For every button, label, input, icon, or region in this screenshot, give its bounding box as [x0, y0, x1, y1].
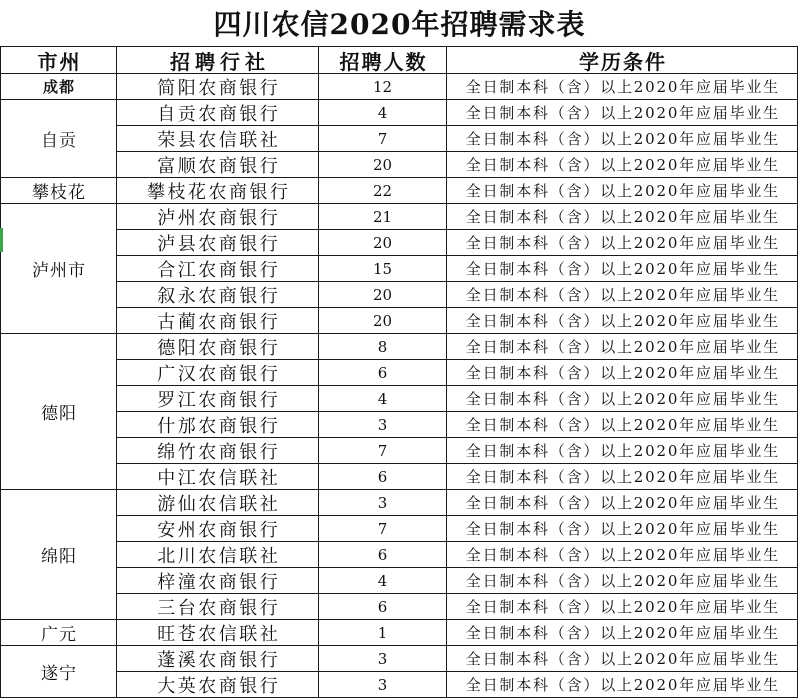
row-highlight-marker [0, 228, 3, 252]
requirement-cell: 全日制本科（含）以上2020年应届毕业生 [447, 620, 798, 646]
hires-cell: 3 [319, 646, 447, 672]
hires-cell: 6 [319, 360, 447, 386]
hires-cell: 1 [319, 620, 447, 646]
hires-cell: 21 [319, 204, 447, 230]
requirement-cell: 全日制本科（含）以上2020年应届毕业生 [447, 282, 798, 308]
branch-cell: 叙永农商银行 [117, 282, 319, 308]
hires-cell: 22 [319, 178, 447, 204]
hires-cell: 7 [319, 438, 447, 464]
requirement-cell: 全日制本科（含）以上2020年应届毕业生 [447, 308, 798, 334]
branch-cell: 三台农商银行 [117, 594, 319, 620]
hires-cell: 8 [319, 334, 447, 360]
header-branch: 招聘行社 [117, 47, 319, 74]
hires-cell: 7 [319, 516, 447, 542]
requirement-cell: 全日制本科（含）以上2020年应届毕业生 [447, 646, 798, 672]
city-cell: 成都 [1, 74, 117, 100]
hires-cell: 20 [319, 282, 447, 308]
requirement-cell: 全日制本科（含）以上2020年应届毕业生 [447, 334, 798, 360]
hires-cell: 6 [319, 594, 447, 620]
branch-cell: 富顺农商银行 [117, 152, 319, 178]
branch-cell: 广汉农商银行 [117, 360, 319, 386]
requirement-cell: 全日制本科（含）以上2020年应届毕业生 [447, 672, 798, 698]
hires-cell: 3 [319, 672, 447, 698]
page-title: 四川农信2020年招聘需求表 [213, 8, 586, 41]
requirement-cell: 全日制本科（含）以上2020年应届毕业生 [447, 256, 798, 282]
branch-cell: 大英农商银行 [117, 672, 319, 698]
requirement-cell: 全日制本科（含）以上2020年应届毕业生 [447, 100, 798, 126]
requirement-cell: 全日制本科（含）以上2020年应届毕业生 [447, 542, 798, 568]
header-city: 市州 [1, 47, 117, 74]
header-requirement: 学历条件 [447, 47, 798, 74]
hires-cell: 15 [319, 256, 447, 282]
hires-cell: 7 [319, 126, 447, 152]
requirement-cell: 全日制本科（含）以上2020年应届毕业生 [447, 464, 798, 490]
branch-cell: 荣县农信联社 [117, 126, 319, 152]
branch-cell: 什邡农商银行 [117, 412, 319, 438]
requirement-cell: 全日制本科（含）以上2020年应届毕业生 [447, 516, 798, 542]
requirement-cell: 全日制本科（含）以上2020年应届毕业生 [447, 412, 798, 438]
requirement-cell: 全日制本科（含）以上2020年应届毕业生 [447, 438, 798, 464]
branch-cell: 中江农信联社 [117, 464, 319, 490]
branch-cell: 泸县农商银行 [117, 230, 319, 256]
hires-cell: 20 [319, 230, 447, 256]
city-cell: 攀枝花 [1, 178, 117, 204]
hires-cell: 4 [319, 386, 447, 412]
hires-cell: 4 [319, 100, 447, 126]
branch-cell: 攀枝花农商银行 [117, 178, 319, 204]
branch-cell: 古蔺农商银行 [117, 308, 319, 334]
city-cell: 德阳 [1, 334, 117, 490]
branch-cell: 旺苍农信联社 [117, 620, 319, 646]
city-cell: 绵阳 [1, 490, 117, 620]
recruitment-table [0, 46, 798, 698]
hires-cell: 6 [319, 542, 447, 568]
branch-cell: 自贡农商银行 [117, 100, 319, 126]
requirement-cell: 全日制本科（含）以上2020年应届毕业生 [447, 230, 798, 256]
branch-cell: 蓬溪农商银行 [117, 646, 319, 672]
requirement-cell: 全日制本科（含）以上2020年应届毕业生 [447, 360, 798, 386]
branch-cell: 安州农商银行 [117, 516, 319, 542]
requirement-cell: 全日制本科（含）以上2020年应届毕业生 [447, 126, 798, 152]
hires-cell: 6 [319, 464, 447, 490]
requirement-cell: 全日制本科（含）以上2020年应届毕业生 [447, 568, 798, 594]
branch-cell: 简阳农商银行 [117, 74, 319, 100]
hires-cell: 20 [319, 308, 447, 334]
requirement-cell: 全日制本科（含）以上2020年应届毕业生 [447, 152, 798, 178]
requirement-cell: 全日制本科（含）以上2020年应届毕业生 [447, 178, 798, 204]
city-cell: 泸州市 [1, 204, 117, 334]
hires-cell: 3 [319, 490, 447, 516]
requirement-cell: 全日制本科（含）以上2020年应届毕业生 [447, 204, 798, 230]
requirement-cell: 全日制本科（含）以上2020年应届毕业生 [447, 386, 798, 412]
branch-cell: 泸州农商银行 [117, 204, 319, 230]
header-hires: 招聘人数 [319, 47, 447, 74]
branch-cell: 绵竹农商银行 [117, 438, 319, 464]
hires-cell: 20 [319, 152, 447, 178]
city-cell: 遂宁 [1, 646, 117, 698]
branch-cell: 罗江农商银行 [117, 386, 319, 412]
requirement-cell: 全日制本科（含）以上2020年应届毕业生 [447, 490, 798, 516]
requirement-cell: 全日制本科（含）以上2020年应届毕业生 [447, 594, 798, 620]
hires-cell: 3 [319, 412, 447, 438]
branch-cell: 梓潼农商银行 [117, 568, 319, 594]
requirement-cell: 全日制本科（含）以上2020年应届毕业生 [447, 74, 798, 100]
branch-cell: 北川农信联社 [117, 542, 319, 568]
branch-cell: 德阳农商银行 [117, 334, 319, 360]
branch-cell: 合江农商银行 [117, 256, 319, 282]
hires-cell: 4 [319, 568, 447, 594]
branch-cell: 游仙农信联社 [117, 490, 319, 516]
city-cell: 广元 [1, 620, 117, 646]
hires-cell: 12 [319, 74, 447, 100]
city-cell: 自贡 [1, 100, 117, 178]
